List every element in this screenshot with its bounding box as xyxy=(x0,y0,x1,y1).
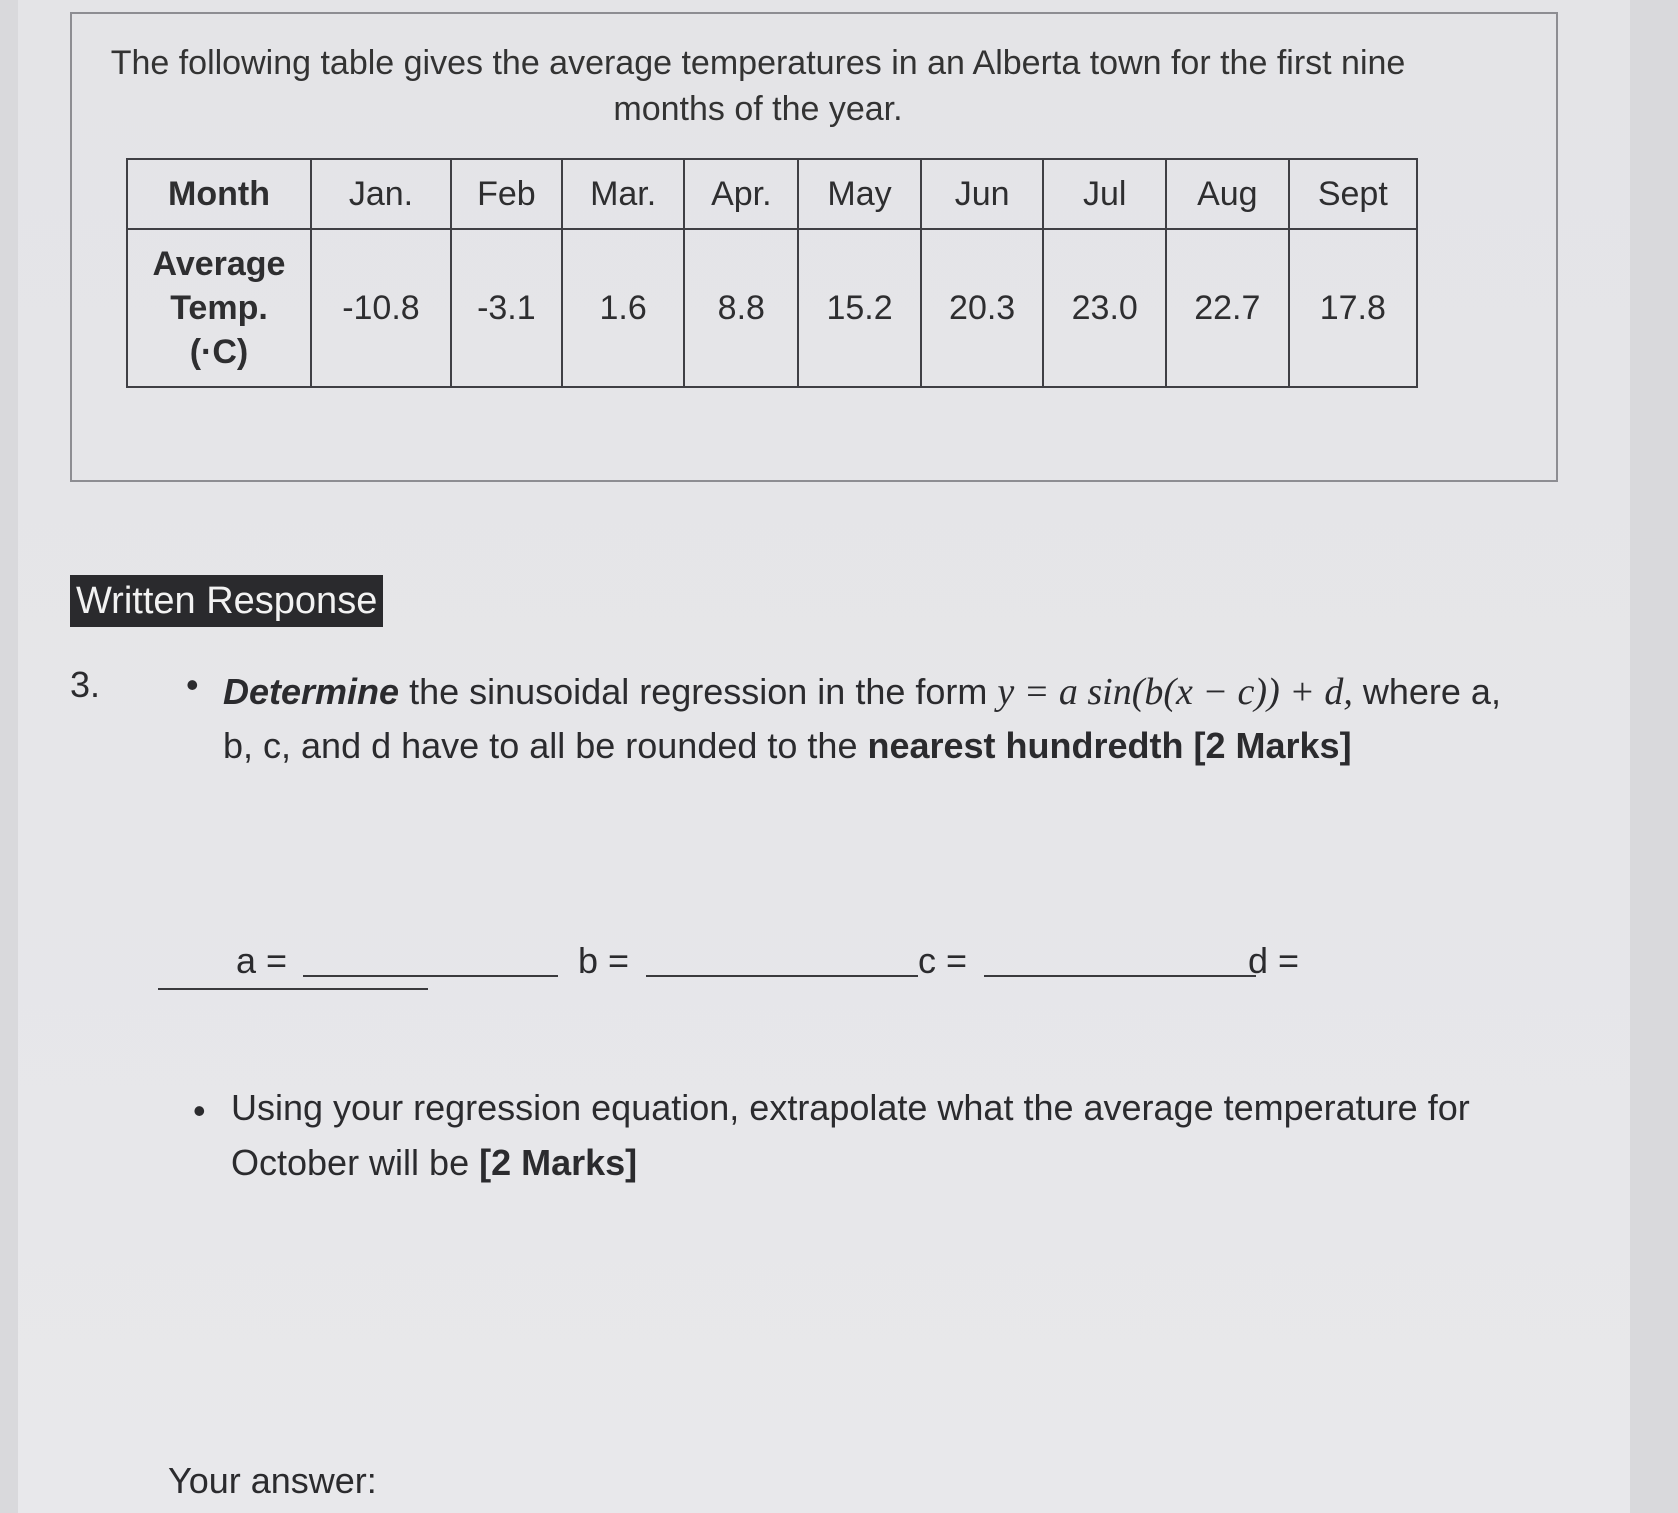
question-marks: [2 Marks] xyxy=(479,1142,638,1183)
month-header: Month xyxy=(127,159,311,229)
intro-text: The following table gives the average temperatures in an Alberta town for the first nine months of the year. xyxy=(110,44,1406,128)
bullet-icon: • xyxy=(186,664,199,705)
answer-label-c: c = xyxy=(918,940,968,981)
month-cell: Apr. xyxy=(684,159,798,229)
temp-row-header xyxy=(127,229,311,387)
month-cell: Jan. xyxy=(311,159,451,229)
month-cell: Jun xyxy=(921,159,1044,229)
temp-cell: 8.8 xyxy=(684,229,798,387)
regression-formula: y = a sin(b(x − c)) + d, xyxy=(997,671,1353,713)
month-cell: May xyxy=(798,159,921,229)
bullet-icon: • xyxy=(193,1090,206,1131)
question-text: Using your regression equation, extrapolate what the average temperature for October will be xyxy=(231,1087,1470,1183)
temp-cell: 15.2 xyxy=(798,229,921,387)
month-cell: Jul xyxy=(1043,159,1166,229)
question-part-1 xyxy=(223,665,1523,772)
month-cell: Aug xyxy=(1166,159,1289,229)
question-number: 3. xyxy=(70,664,101,705)
temperature-table xyxy=(126,158,1418,388)
question-emphasis: nearest hundredth [2 Marks] xyxy=(867,725,1352,766)
question-text: where a, b, c, and d have to all be rounded to the xyxy=(223,671,1501,766)
temp-cell: -3.1 xyxy=(451,229,562,387)
section-label: Written Response xyxy=(70,575,383,627)
temp-cell: 1.6 xyxy=(562,229,685,387)
temp-header-line: Average xyxy=(152,245,286,283)
temp-header-line: (·C) xyxy=(189,333,249,371)
table-row xyxy=(127,159,1417,229)
question-verb: Determine xyxy=(223,671,400,712)
table-row xyxy=(127,229,1417,387)
answer-label-a: a = xyxy=(236,940,288,981)
answer-label-d: d = xyxy=(1248,940,1300,981)
answer-line-a[interactable] xyxy=(303,975,558,977)
your-answer-label: Your answer: xyxy=(168,1460,377,1501)
month-cell: Sept xyxy=(1289,159,1417,229)
month-cell: Feb xyxy=(451,159,562,229)
answer-line xyxy=(158,988,428,990)
temp-cell: 22.7 xyxy=(1166,229,1289,387)
question-text: the sinusoidal regression in the form xyxy=(399,671,998,712)
temp-cell: 17.8 xyxy=(1289,229,1417,387)
temp-cell: -10.8 xyxy=(311,229,451,387)
temp-cell: 20.3 xyxy=(921,229,1044,387)
worksheet-page xyxy=(18,0,1630,1513)
answer-line-b[interactable] xyxy=(646,975,918,977)
answer-label-b: b = xyxy=(578,940,630,981)
question-part-2 xyxy=(231,1080,1561,1190)
temp-cell: 23.0 xyxy=(1043,229,1166,387)
answer-line-c[interactable] xyxy=(984,975,1256,977)
month-cell: Mar. xyxy=(562,159,685,229)
temp-header-line: Temp. xyxy=(170,289,268,327)
